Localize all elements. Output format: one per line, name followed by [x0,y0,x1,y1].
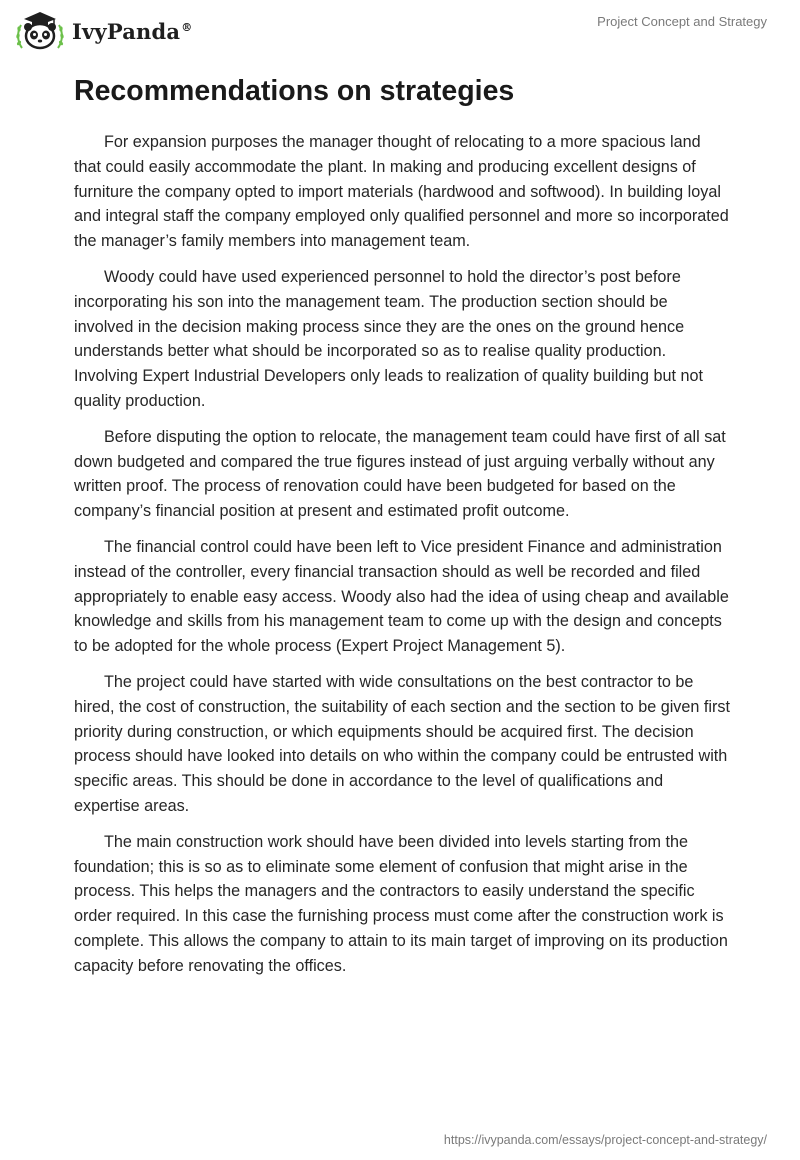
paragraph: The main construction work should have been divided into levels starting from the foundation; this is so as to eliminate some element of confusion that might arise in the process. This helps the managers and the contractors to easily understand the specific order required. In this case the furnishing process must come after the construction work is complete. This allows the company to attain to its main target of improving on its production capacity before renovating the offices. [74,832,728,975]
paragraph: The financial control could have been left to Vice president Finance and administration instead of the controller, every financial transaction should as well be recorded and filed appropriately to enable easy access. Woody also had the idea of using cheap and available knowledge and skills from his management team to come up with the design and concepts to be adopted for the whole process (Expert Project Management 5). [74,537,729,656]
paragraph: For expansion purposes the manager thought of relocating to a more spacious land that could easily accommodate the plant. In making and producing excellent designs of furniture the company opted to import materials (hardwood and softwood). In building loyal and integral staff the company employed only qualified personnel and more so incorporated the manager’s family members into management team. [74,133,729,251]
page-header [0,0,800,60]
logo-text: IvyPanda [72,18,181,44]
ivypanda-logo[interactable] [14,8,192,54]
source-url[interactable]: https://ivypanda.com/essays/project-concept-and-strategy/ [443,1133,767,1147]
section-heading: Recommendations on strategies [74,75,515,107]
registered-mark: ® [181,20,193,34]
paragraph: Before disputing the option to relocate, the management team could have first of all sat down budgeted and compared the true figures instead of just arguing verbally without any written proof. The process of renovation could have been budgeted for based on the company’s financial position at present and estimated profit outcome. [74,427,726,521]
document-title: Project Concept and Strategy [597,14,767,29]
logo-wordmark [72,19,192,44]
paragraph: Woody could have used experienced personnel to hold the director’s post before incorporating his son into the management team. The production section should be involved in the decision making process since they are the ones on the ground hence understands better what should be incorporated so as to realise quality production. Involving Expert Industrial Developers only leads to realization of quality building but not quality production. [74,267,703,410]
panda-graduate-icon [14,8,66,54]
paragraph: The project could have started with wide consultations on the best contractor to be hired, the cost of construction, the suitability of each section and the section to be given first priority during construction, or which equipments should be acquired first. The decision process should have looked into details on who within the company could be entrusted with specific areas. This should be done in accordance to the level of qualifications and expertise areas. [74,672,730,815]
essay-content [74,72,730,990]
